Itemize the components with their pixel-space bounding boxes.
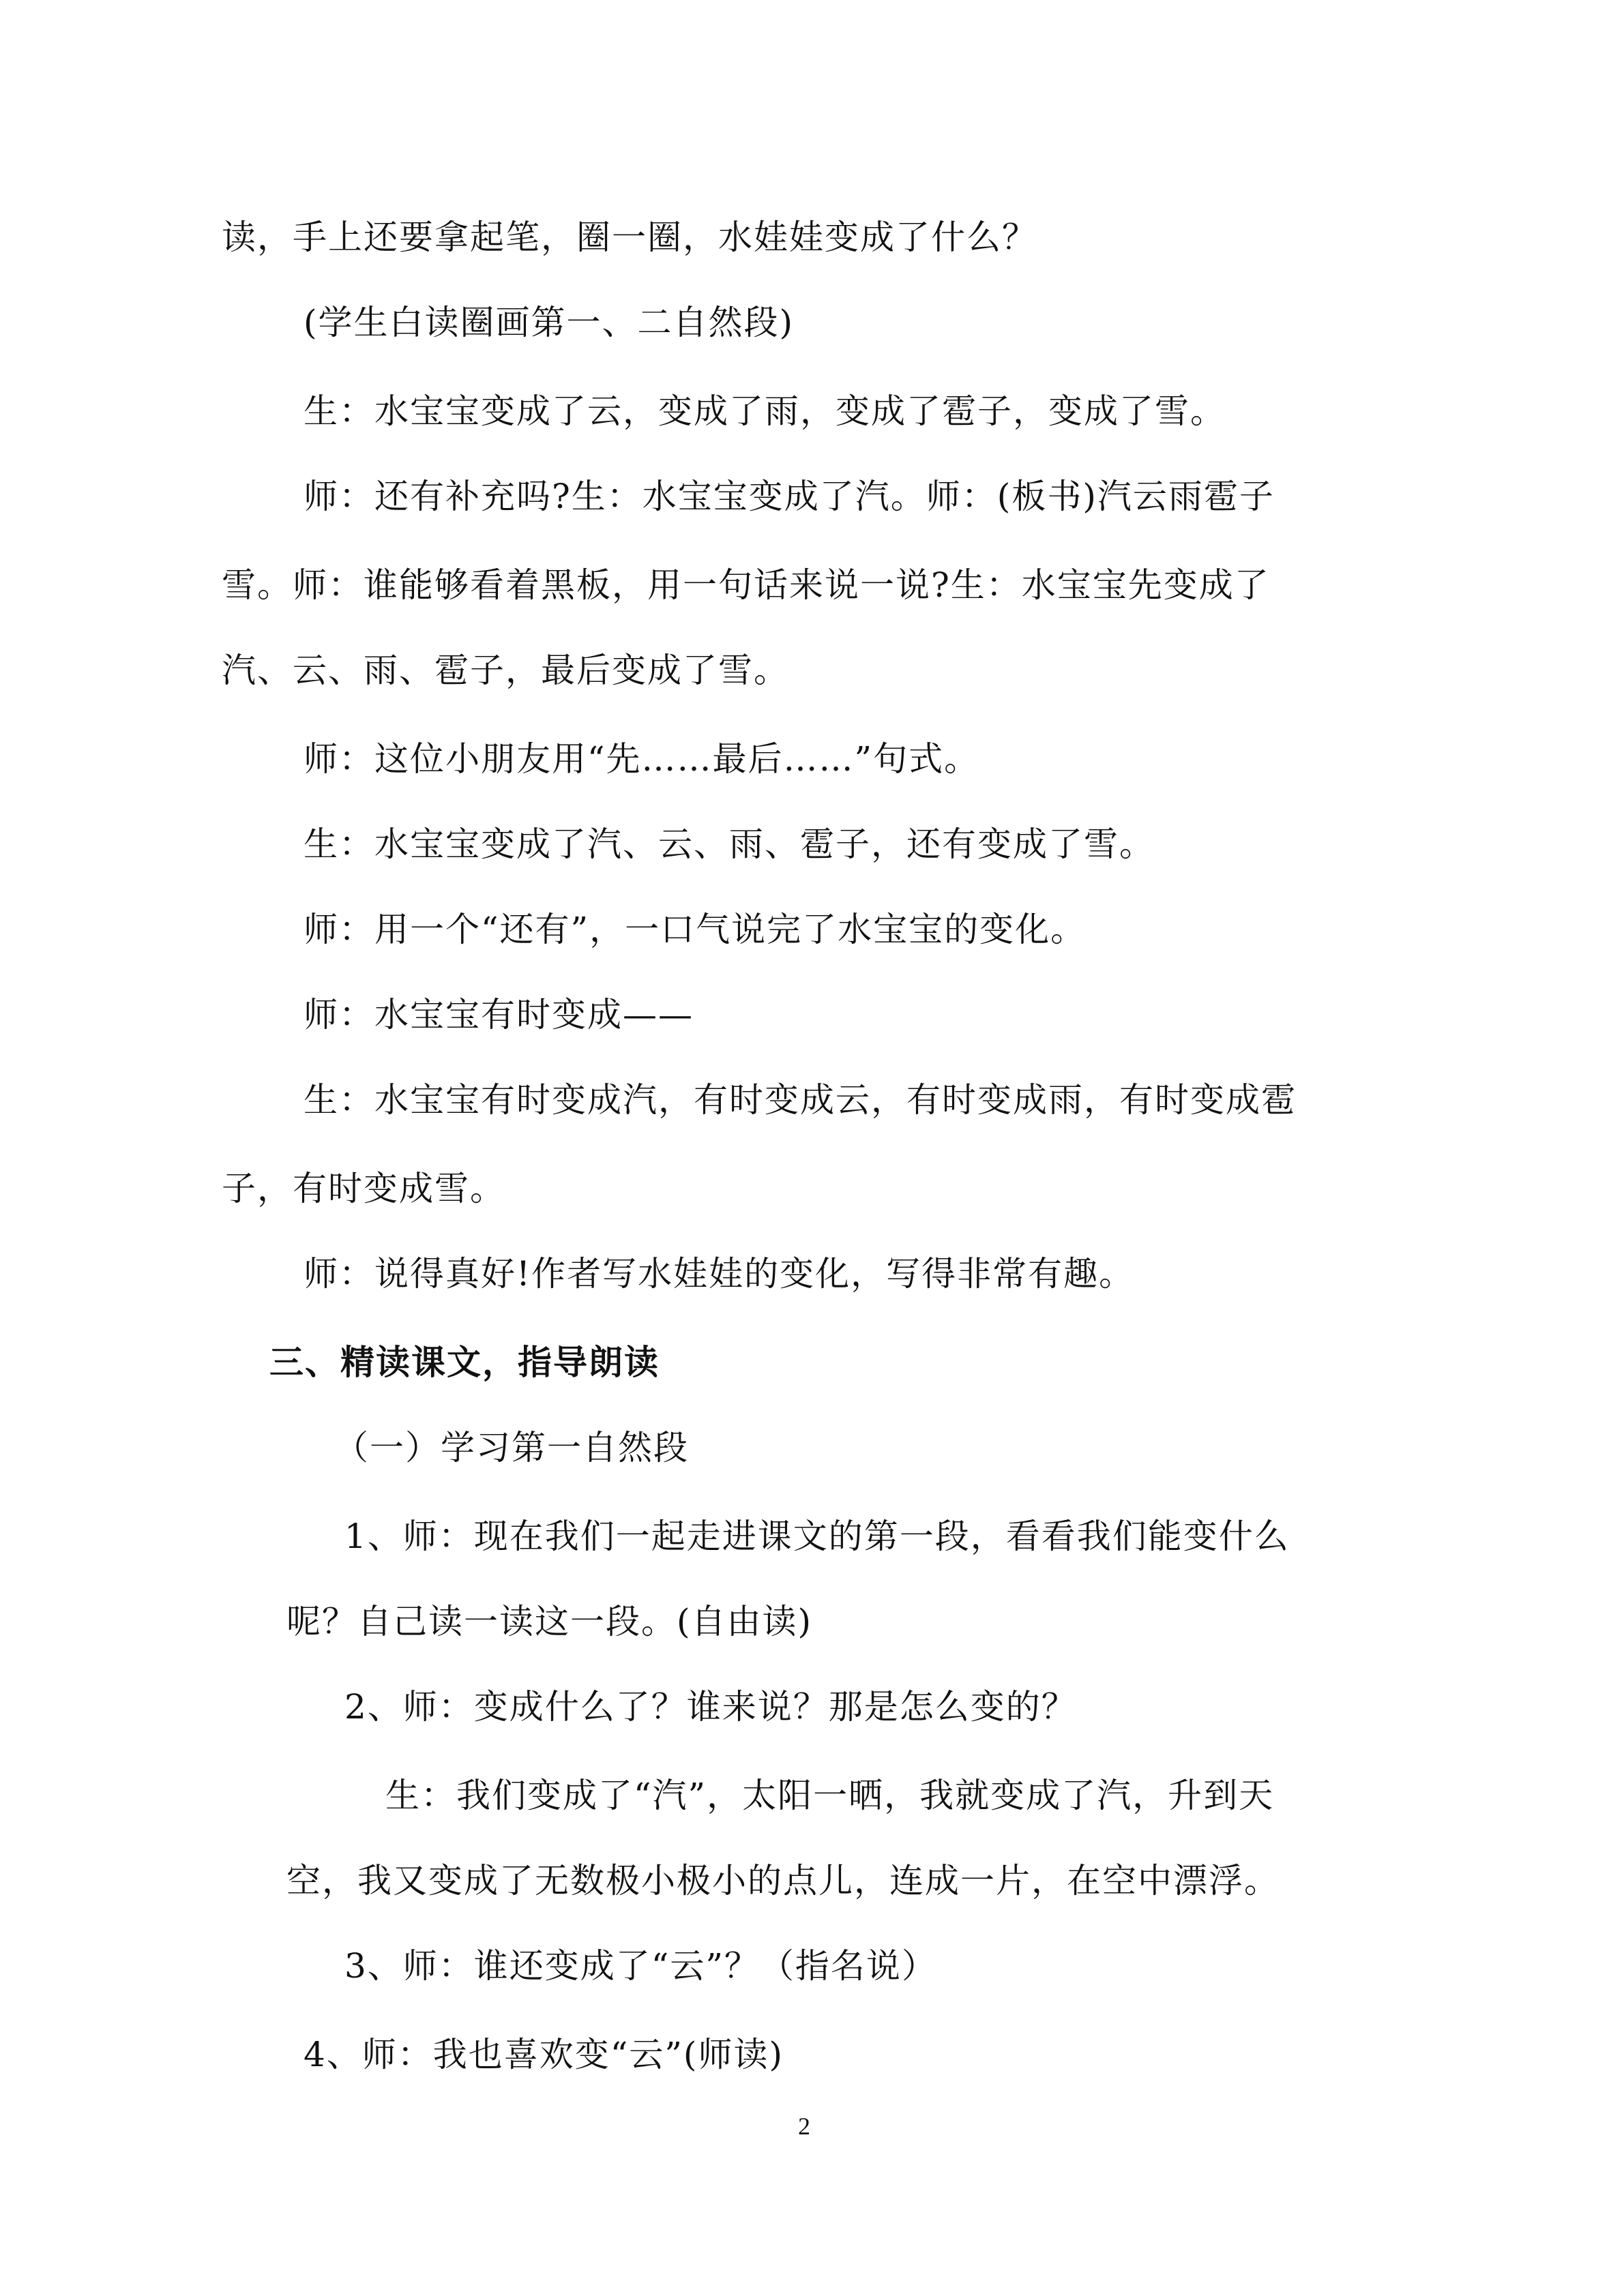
text-line-3: 生：水宝宝变成了云，变成了雨，变成了雹子，变成了雪。 <box>304 391 1226 431</box>
subsection-heading: （一）学习第一自然段 <box>334 1428 689 1467</box>
section-heading: 三、精读课文，指导朗读 <box>269 1343 660 1382</box>
text-line-2: (学生白读圈画第一、二自然段) <box>304 303 795 342</box>
text-line-8: 生：水宝宝变成了汽、云、雨、雹子，还有变成了雪。 <box>304 824 1155 864</box>
text-line-18: 2、师：变成什么了？谁来说？那是怎么变的？ <box>344 1687 1077 1727</box>
page-number: 2 <box>798 2113 810 2140</box>
text-line-5: 雪。师：谁能够看着黑板，用一句话来说一说?生：水宝宝先变成了 <box>222 565 1270 605</box>
text-line-10: 师：水宝宝有时变成—— <box>304 995 694 1034</box>
text-line-22: 4、师：我也喜欢变“云”(师读) <box>304 2035 784 2074</box>
text-line-6: 汽、云、雨、雹子，最后变成了雪。 <box>222 651 789 690</box>
text-line-12: 子，有时变成雪。 <box>222 1169 505 1208</box>
text-line-19: 生：我们变成了“汽”，太阳一晒，我就变成了汽，升到天 <box>385 1776 1275 1815</box>
text-line-16: 1、师：现在我们一起走进课文的第一段，看看我们能变什么 <box>344 1517 1290 1556</box>
text-line-9: 师：用一个“还有”，一口气说完了水宝宝的变化。 <box>304 910 1087 949</box>
text-line-21: 3、师：谁还变成了“云”？（指名说） <box>344 1946 937 1986</box>
text-line-7: 师：这位小朋友用“先……最后……”句式。 <box>304 739 980 779</box>
text-line-1: 读，手上还要拿起笔，圈一圈，水娃娃变成了什么？ <box>222 218 1037 257</box>
text-line-17: 呢？自己读一读这一段。(自由读) <box>286 1602 813 1641</box>
text-line-13: 师：说得真好!作者写水娃娃的变化，写得非常有趣。 <box>304 1254 1135 1294</box>
text-line-20: 空，我又变成了无数极小极小的点儿，连成一片，在空中漂浮。 <box>286 1861 1280 1900</box>
text-line-11: 生：水宝宝有时变成汽，有时变成云，有时变成雨，有时变成雹 <box>304 1080 1297 1120</box>
text-line-4: 师：还有补充吗?生：水宝宝变成了汽。师：(板书)汽云雨雹子 <box>304 477 1275 516</box>
